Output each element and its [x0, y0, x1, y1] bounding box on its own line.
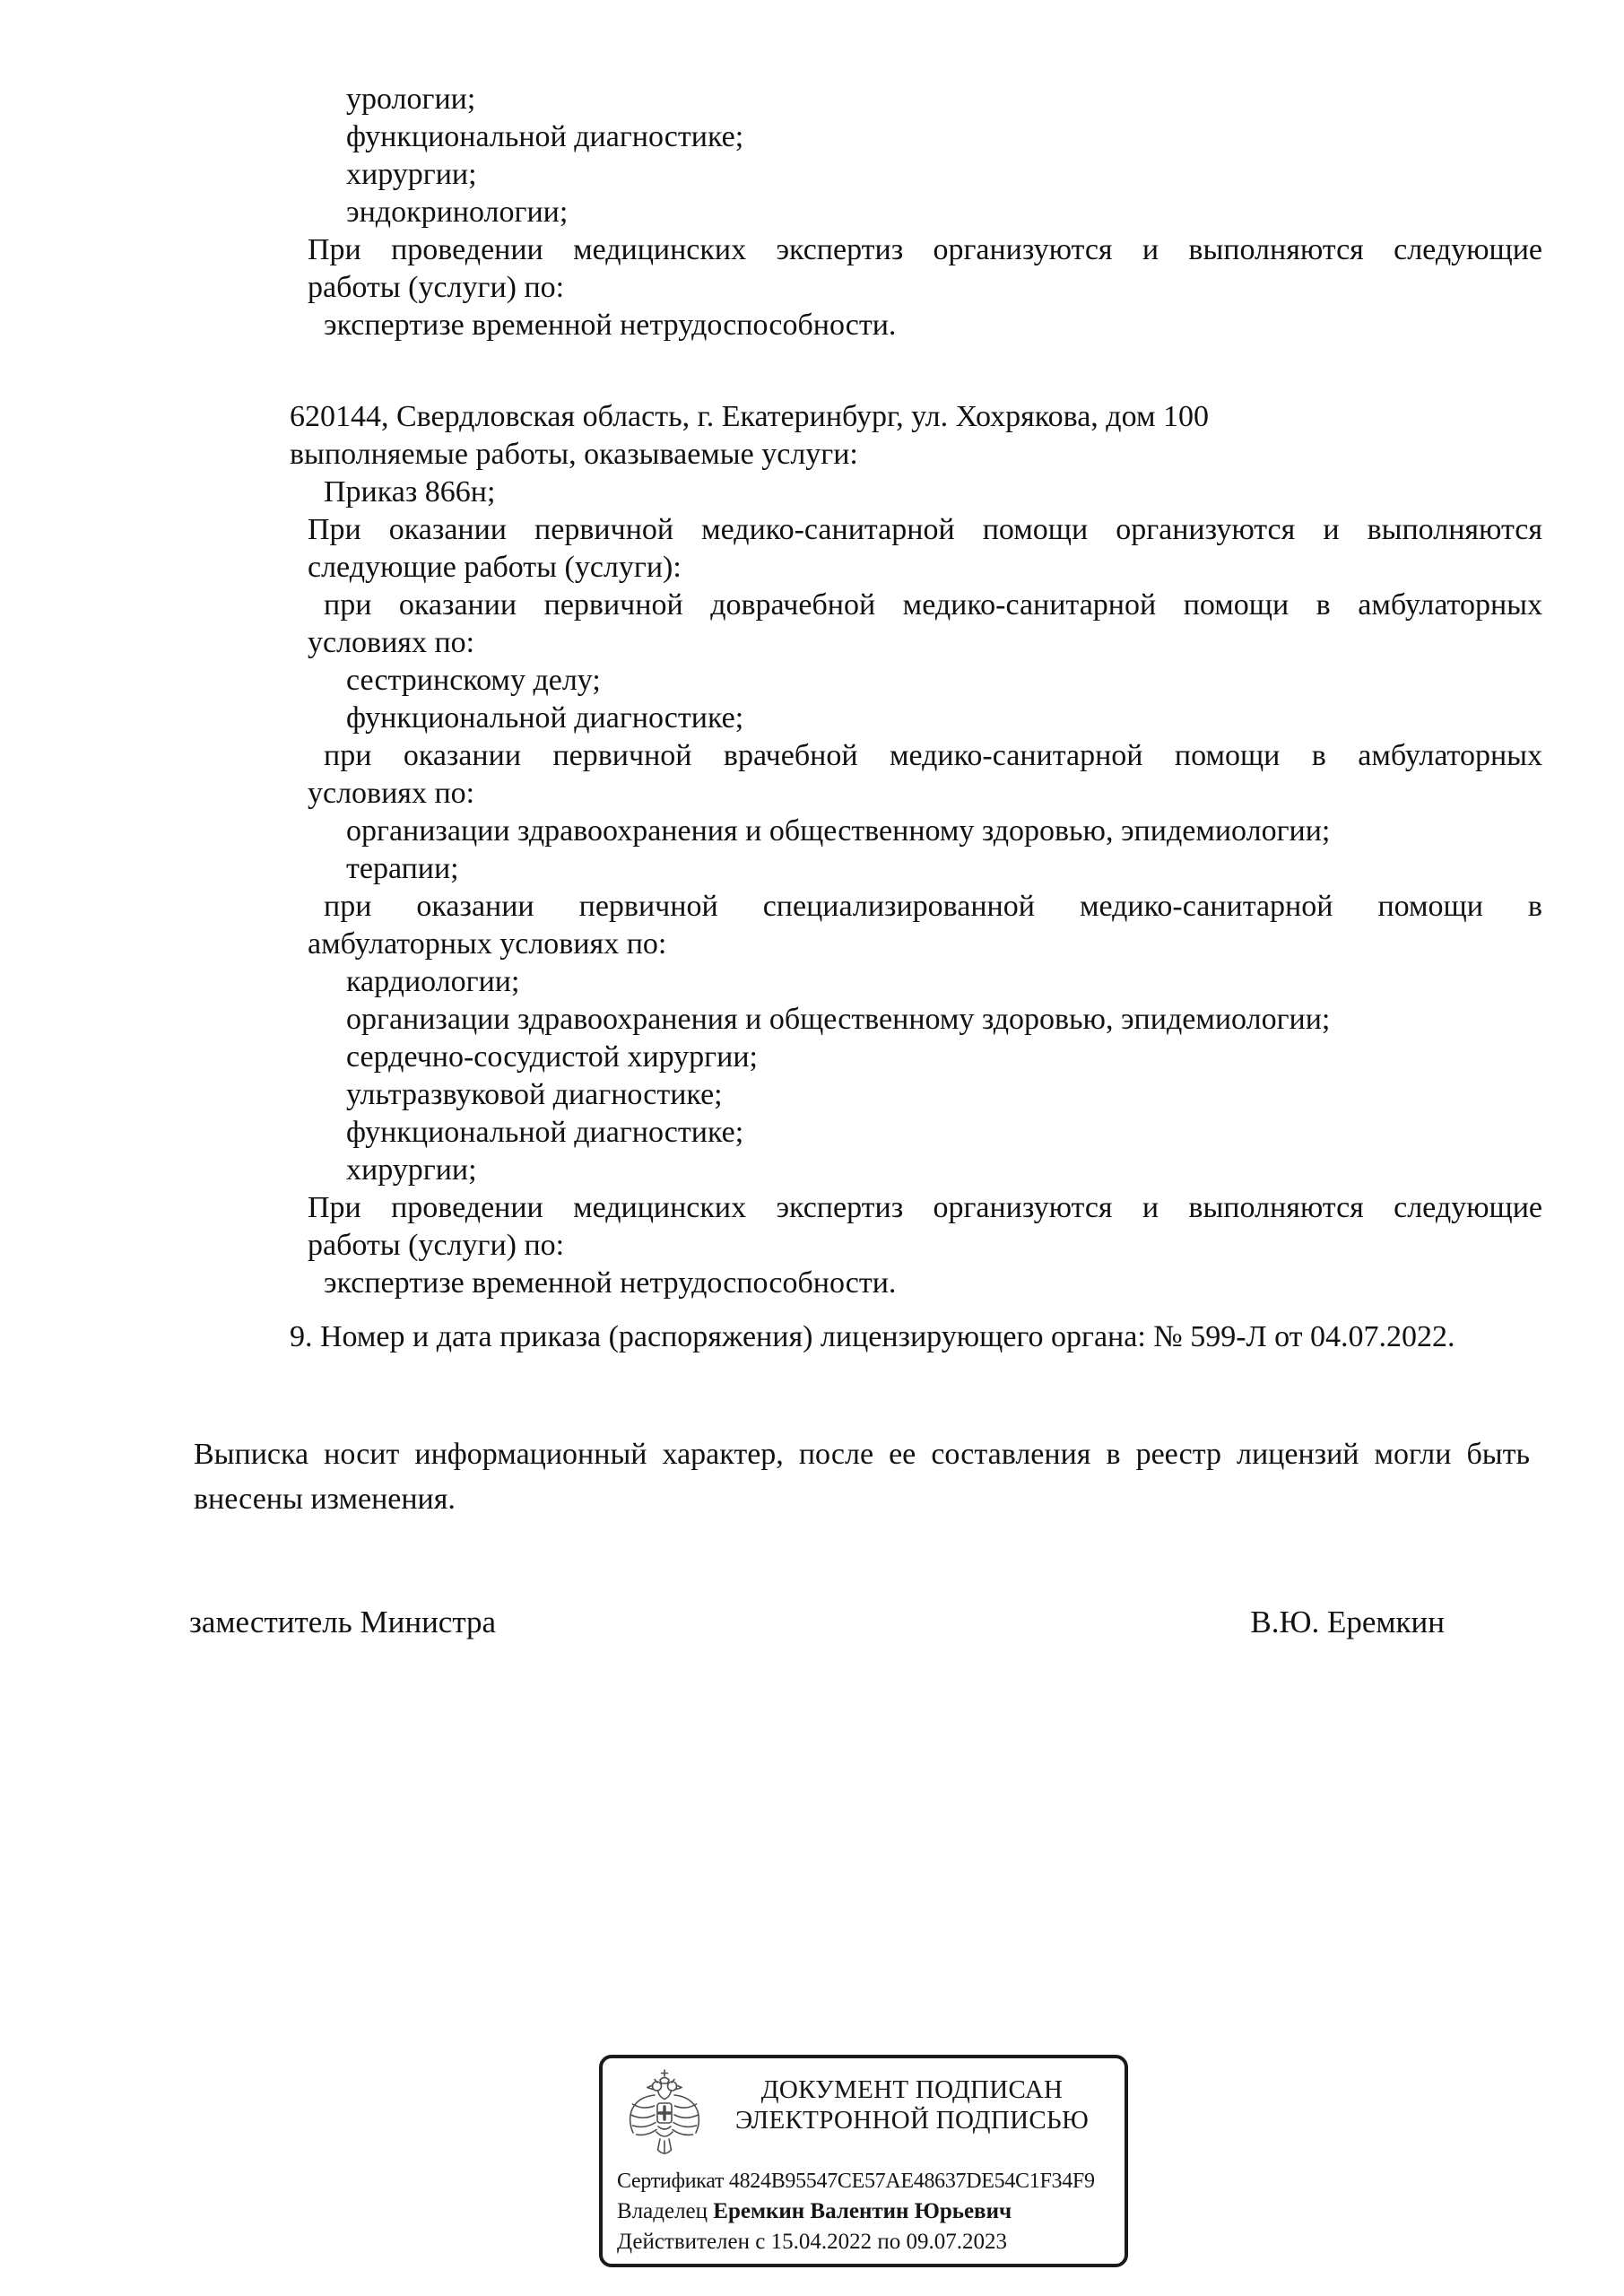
- note-line: Выписка носит информационный характер, после ее составления в реестр лицензий могли быть: [194, 1438, 1530, 1471]
- text-line: Приказ 866н;: [324, 475, 496, 509]
- text-line: хирургии;: [346, 158, 477, 191]
- owner-row: [617, 2196, 1119, 2227]
- certificate-value: 4824B95547CE57AE48637DE54C1F34F9: [728, 2170, 1095, 2193]
- stamp-title: [708, 2074, 1116, 2135]
- text-line: терапии;: [346, 852, 459, 885]
- text-line: кардиологии;: [346, 965, 520, 998]
- certificate-row: [617, 2166, 1119, 2196]
- text-line: функциональной диагностике;: [346, 1116, 744, 1149]
- text-line: при оказании первичной специализированной медико-санитарной помощи в: [324, 890, 1542, 923]
- validity-row: Действителен с 15.04.2022 по 09.07.2023: [617, 2230, 1007, 2254]
- signature-row: [189, 1604, 1445, 1641]
- signer-name: В.Ю. Еремкин: [1250, 1605, 1445, 1639]
- text-line: урологии;: [346, 83, 476, 116]
- text-line: при оказании первичной доврачебной медико-санитарной помощи в амбулаторных: [324, 588, 1542, 622]
- electronic-signature-stamp: [599, 2055, 1128, 2267]
- text-line: выполняемые работы, оказываемые услуги:: [290, 438, 858, 471]
- stamp-details: [617, 2166, 1119, 2257]
- certificate-label: Сертификат: [617, 2170, 725, 2193]
- text-line: работы (услуги) по:: [308, 1229, 565, 1262]
- text-line: сестринскому делу;: [346, 664, 601, 697]
- text-line: 620144, Свердловская область, г. Екатеринбург, ул. Хохрякова, дом 100: [290, 400, 1209, 433]
- text-line: При оказании первичной медико-санитарной помощи организуются и выполняются: [308, 513, 1542, 546]
- text-line: следующие работы (услуги):: [308, 551, 682, 584]
- roszdravnadzor-eagle-emblem-icon: [624, 2067, 705, 2161]
- text-line: При проведении медицинских экспертиз организуются и выполняются следующие: [308, 1191, 1542, 1224]
- text-line: условиях по:: [308, 777, 475, 810]
- text-line: функциональной диагностике;: [346, 120, 744, 153]
- text-line: ультразвуковой диагностике;: [346, 1078, 723, 1111]
- text-line: экспертизе временной нетрудоспособности.: [324, 1266, 897, 1300]
- text-line: при оказании первичной врачебной медико-санитарной помощи в амбулаторных: [324, 739, 1542, 772]
- text-line: организации здравоохранения и общественному здоровью, эпидемиологии;: [346, 814, 1331, 848]
- text-line: экспертизе временной нетрудоспособности.: [324, 309, 897, 342]
- note-line: внесены изменения.: [194, 1483, 456, 1516]
- text-line: функциональной диагностике;: [346, 701, 744, 735]
- text-line: условиях по:: [308, 626, 475, 659]
- stamp-title-line2: ЭЛЕКТРОННОЙ ПОДПИСЬЮ: [734, 2106, 1090, 2135]
- owner-label: Владелец: [617, 2199, 708, 2223]
- text-line: сердечно-сосудистой хирургии;: [346, 1040, 758, 1074]
- text-line: амбулаторных условиях по:: [308, 927, 667, 961]
- text-line: хирургии;: [346, 1153, 477, 1187]
- signer-position: заместитель Министра: [189, 1605, 497, 1639]
- text-line: работы (услуги) по:: [308, 271, 565, 304]
- text-line: 9. Номер и дата приказа (распоряжения) лицензирующего органа: № 599-Л от 04.07.2022.: [290, 1320, 1455, 1353]
- stamp-title-line1: ДОКУМЕНТ ПОДПИСАН: [760, 2075, 1064, 2104]
- text-line: При проведении медицинских экспертиз организуются и выполняются следующие: [308, 233, 1542, 266]
- text-line: организации здравоохранения и общественному здоровью, эпидемиологии;: [346, 1003, 1331, 1036]
- informational-note: [194, 1432, 1530, 1522]
- text-line: эндокринологии;: [346, 196, 569, 229]
- owner-value: Еремкин Валентин Юрьевич: [713, 2199, 1012, 2223]
- body-text: [290, 81, 1542, 1356]
